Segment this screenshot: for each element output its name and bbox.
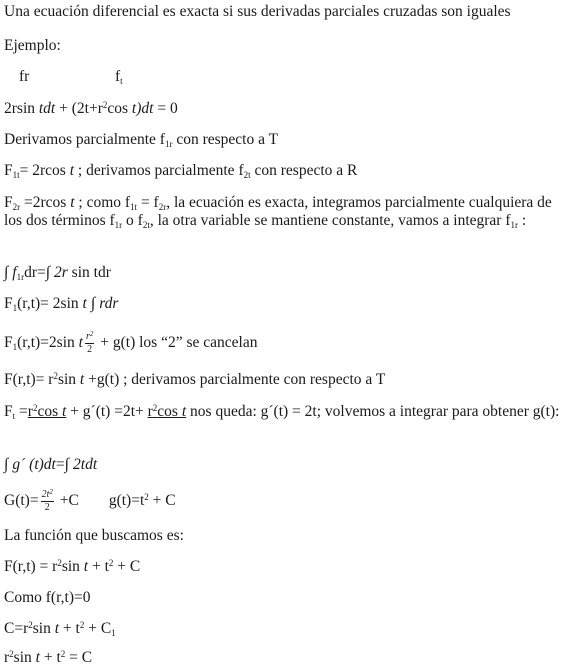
final-solution-line: $r^2\sin$ $t + t^2 = C$ bbox=[4, 649, 93, 666]
fraction-2t2-over-2: $\frac{2t^2}{2}$ bbox=[41, 487, 53, 513]
intro-line: Una ecuación diferencial es exacta si sus derivadas parciales cruzadas son iguales bbox=[4, 3, 511, 20]
fraction-r2-over-2: $\frac{r^2}{2}$ bbox=[85, 329, 94, 355]
function-sought-line: La función que buscamos es: bbox=[4, 527, 184, 544]
ft-label: $f_t$ bbox=[115, 68, 123, 86]
f1-result-line: $F_1(r,t)=2\sin$ t $\frac{r^2}{2}$ + g(t) los “2” se cancelan bbox=[4, 329, 258, 355]
integral-g-line: ∫ g´ (t)dt=∫ 2tdt bbox=[4, 456, 98, 473]
exactness-paragraph: $F_{2r} =2rcos$ t ; como $f_{1t} = f_{2r}$, la ecuación es exacta, integramos parcialmente cualquiera de los dos términos $f_{1r}$ o $f_{2t}$, la otra variable se mantiene constante, vamos a integrar $f_{1r}$ : bbox=[4, 194, 552, 230]
como-line: Como f(r,t)=0 bbox=[4, 589, 91, 606]
derive-f1r-line: Derivamos parcialmente $f_{1r}$ con respecto a T bbox=[4, 131, 279, 149]
example-heading: Ejemplo: bbox=[4, 37, 61, 54]
f-final-line: $F(r,t) = r^2\sin$ $t + t^2 + C$ bbox=[4, 558, 141, 575]
g-result-line: G(t)= $\frac{2t^2}{2}$ +C $g(t)=t^2 + C$ bbox=[4, 487, 176, 513]
integral-f1r-line: ∫ $f_{1r}dr=\int$ 2r sin tdr bbox=[4, 264, 111, 282]
ft-paragraph: $F_t =r^2\cos$ t + g´(t) $=2t+ r^2\cos$ t nos queda: g´(t) = 2t; volvemos a integrar para obtener g(t): bbox=[4, 403, 560, 421]
f1-integral-line: $F_1(r,t)= 2\sin$ t ∫ rdr bbox=[4, 295, 119, 313]
f-with-g-line: $F(r,t)= r^2\sin$ t +g(t) ; derivamos parcialmente con respecto a T bbox=[4, 371, 386, 388]
f1t-result-line: $F_{1t}= 2rcos$ t ; derivamos parcialmente $f_{2t}$ con respecto a R bbox=[4, 162, 358, 180]
fr-label: fr bbox=[19, 68, 30, 85]
equation-example: 2rsin tdt + ($2t+r^2\cos$ t)dt = 0 bbox=[4, 100, 178, 117]
c-equation-line: $C=r^2\sin$ $t + t^2 + C_1$ bbox=[4, 620, 116, 638]
